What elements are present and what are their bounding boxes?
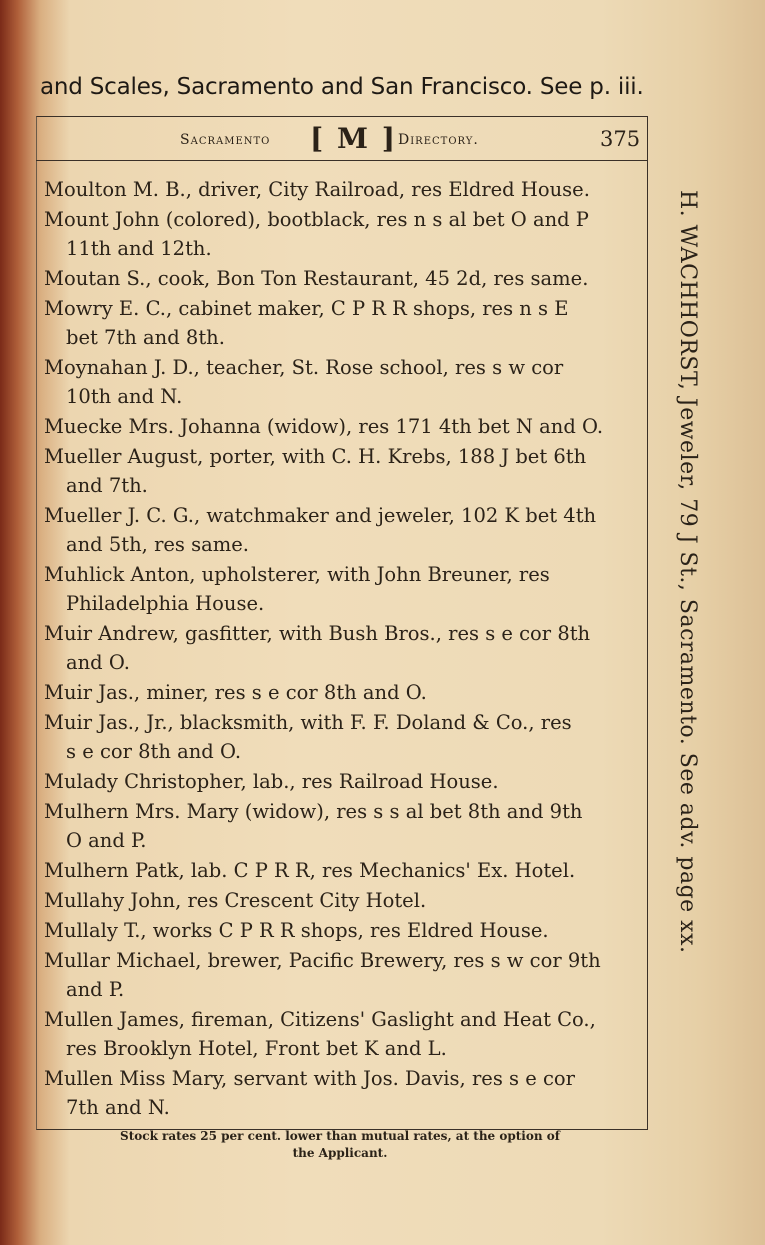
side-advert: H. WACHHORST, Jeweler, 79 J St., Sacramento. See adv. page xx. [675, 190, 700, 954]
directory-entry [44, 560, 644, 618]
entry-continuation-line: bet 7th and 8th. [66, 326, 225, 349]
directory-entry [44, 412, 644, 441]
entry-line: Mulhern Mrs. Mary (widow), res s s al bet 8th and 9th [44, 800, 583, 823]
entry-line: Mulady Christopher, lab., res Railroad House. [44, 770, 499, 793]
footer-note [60, 1128, 620, 1162]
directory-entry [44, 946, 644, 1004]
top-banner-advert: and Scales, Sacramento and San Francisco. See p. iii. [40, 74, 644, 100]
directory-entry [44, 678, 644, 707]
entry-line: Muhlick Anton, upholsterer, with John Breuner, res [44, 563, 550, 586]
directory-entry [44, 175, 644, 204]
entry-line: Mulhern Patk, lab. C P R R, res Mechanics' Ex. Hotel. [44, 859, 576, 882]
directory-entry [44, 1064, 644, 1122]
directory-entry [44, 708, 644, 766]
entry-continuation-line: and O. [66, 651, 130, 674]
entry-line: Mount John (colored), bootblack, res n s al bet O and P [44, 208, 589, 231]
entry-continuation-line: and P. [66, 978, 125, 1001]
directory-entry [44, 294, 644, 352]
entry-line: Moulton M. B., driver, City Railroad, res Eldred House. [44, 178, 590, 201]
entry-line: Muir Jas., Jr., blacksmith, with F. F. Doland & Co., res [44, 711, 572, 734]
directory-entry [44, 856, 644, 885]
running-head-city: Sacramento [180, 132, 271, 148]
entry-line: Mullaly T., works C P R R shops, res Eldred House. [44, 919, 549, 942]
entry-continuation-line: and 7th. [66, 474, 148, 497]
entry-continuation-line: 11th and 12th. [66, 237, 212, 260]
entry-continuation-line: and 5th, res same. [66, 533, 249, 556]
directory-entry [44, 1005, 644, 1063]
running-head [180, 124, 640, 160]
entry-line: Mueller August, porter, with C. H. Krebs, 188 J bet 6th [44, 445, 587, 468]
directory-entry [44, 916, 644, 945]
entry-line: Moutan S., cook, Bon Ton Restaurant, 45 2d, res same. [44, 267, 589, 290]
header-rule [36, 160, 648, 161]
entry-continuation-line: O and P. [66, 829, 147, 852]
entry-line: Moynahan J. D., teacher, St. Rose school, res s w cor [44, 356, 564, 379]
entry-continuation-line: 7th and N. [66, 1096, 170, 1119]
directory-entry [44, 501, 644, 559]
entry-line: Mullen Miss Mary, servant with Jos. Davis, res s e cor [44, 1067, 575, 1090]
directory-entries [44, 175, 644, 1123]
entry-line: Mullen James, fireman, Citizens' Gaslight and Heat Co., [44, 1008, 596, 1031]
entry-line: Mueller J. C. G., watchmaker and jeweler, 102 K bet 4th [44, 504, 597, 527]
entry-continuation-line: s e cor 8th and O. [66, 740, 242, 763]
directory-entry [44, 619, 644, 677]
entry-line: Muir Jas., miner, res s e cor 8th and O. [44, 681, 427, 704]
entry-line: Mowry E. C., cabinet maker, C P R R shops, res n s E [44, 297, 569, 320]
running-head-letter: [ M ] [310, 122, 397, 155]
directory-entry [44, 767, 644, 796]
entry-line: Muecke Mrs. Johanna (widow), res 171 4th bet N and O. [44, 415, 604, 438]
directory-entry [44, 353, 644, 411]
footer-line-2: the Applicant. [292, 1146, 388, 1160]
entry-continuation-line: Philadelphia House. [66, 592, 265, 615]
page-number: 375 [600, 127, 641, 151]
footer-line-1: Stock rates 25 per cent. lower than mutual rates, at the option of [120, 1129, 560, 1143]
entry-line: Mullar Michael, brewer, Pacific Brewery, res s w cor 9th [44, 949, 601, 972]
entry-continuation-line: res Brooklyn Hotel, Front bet K and L. [66, 1037, 447, 1060]
directory-entry [44, 264, 644, 293]
entry-line: Muir Andrew, gasfitter, with Bush Bros., res s e cor 8th [44, 622, 591, 645]
directory-entry [44, 205, 644, 263]
directory-entry [44, 442, 644, 500]
entry-line: Mullahy John, res Crescent City Hotel. [44, 889, 427, 912]
running-head-directory: Directory. [398, 132, 479, 148]
directory-entry [44, 797, 644, 855]
entry-continuation-line: 10th and N. [66, 385, 183, 408]
directory-entry [44, 886, 644, 915]
